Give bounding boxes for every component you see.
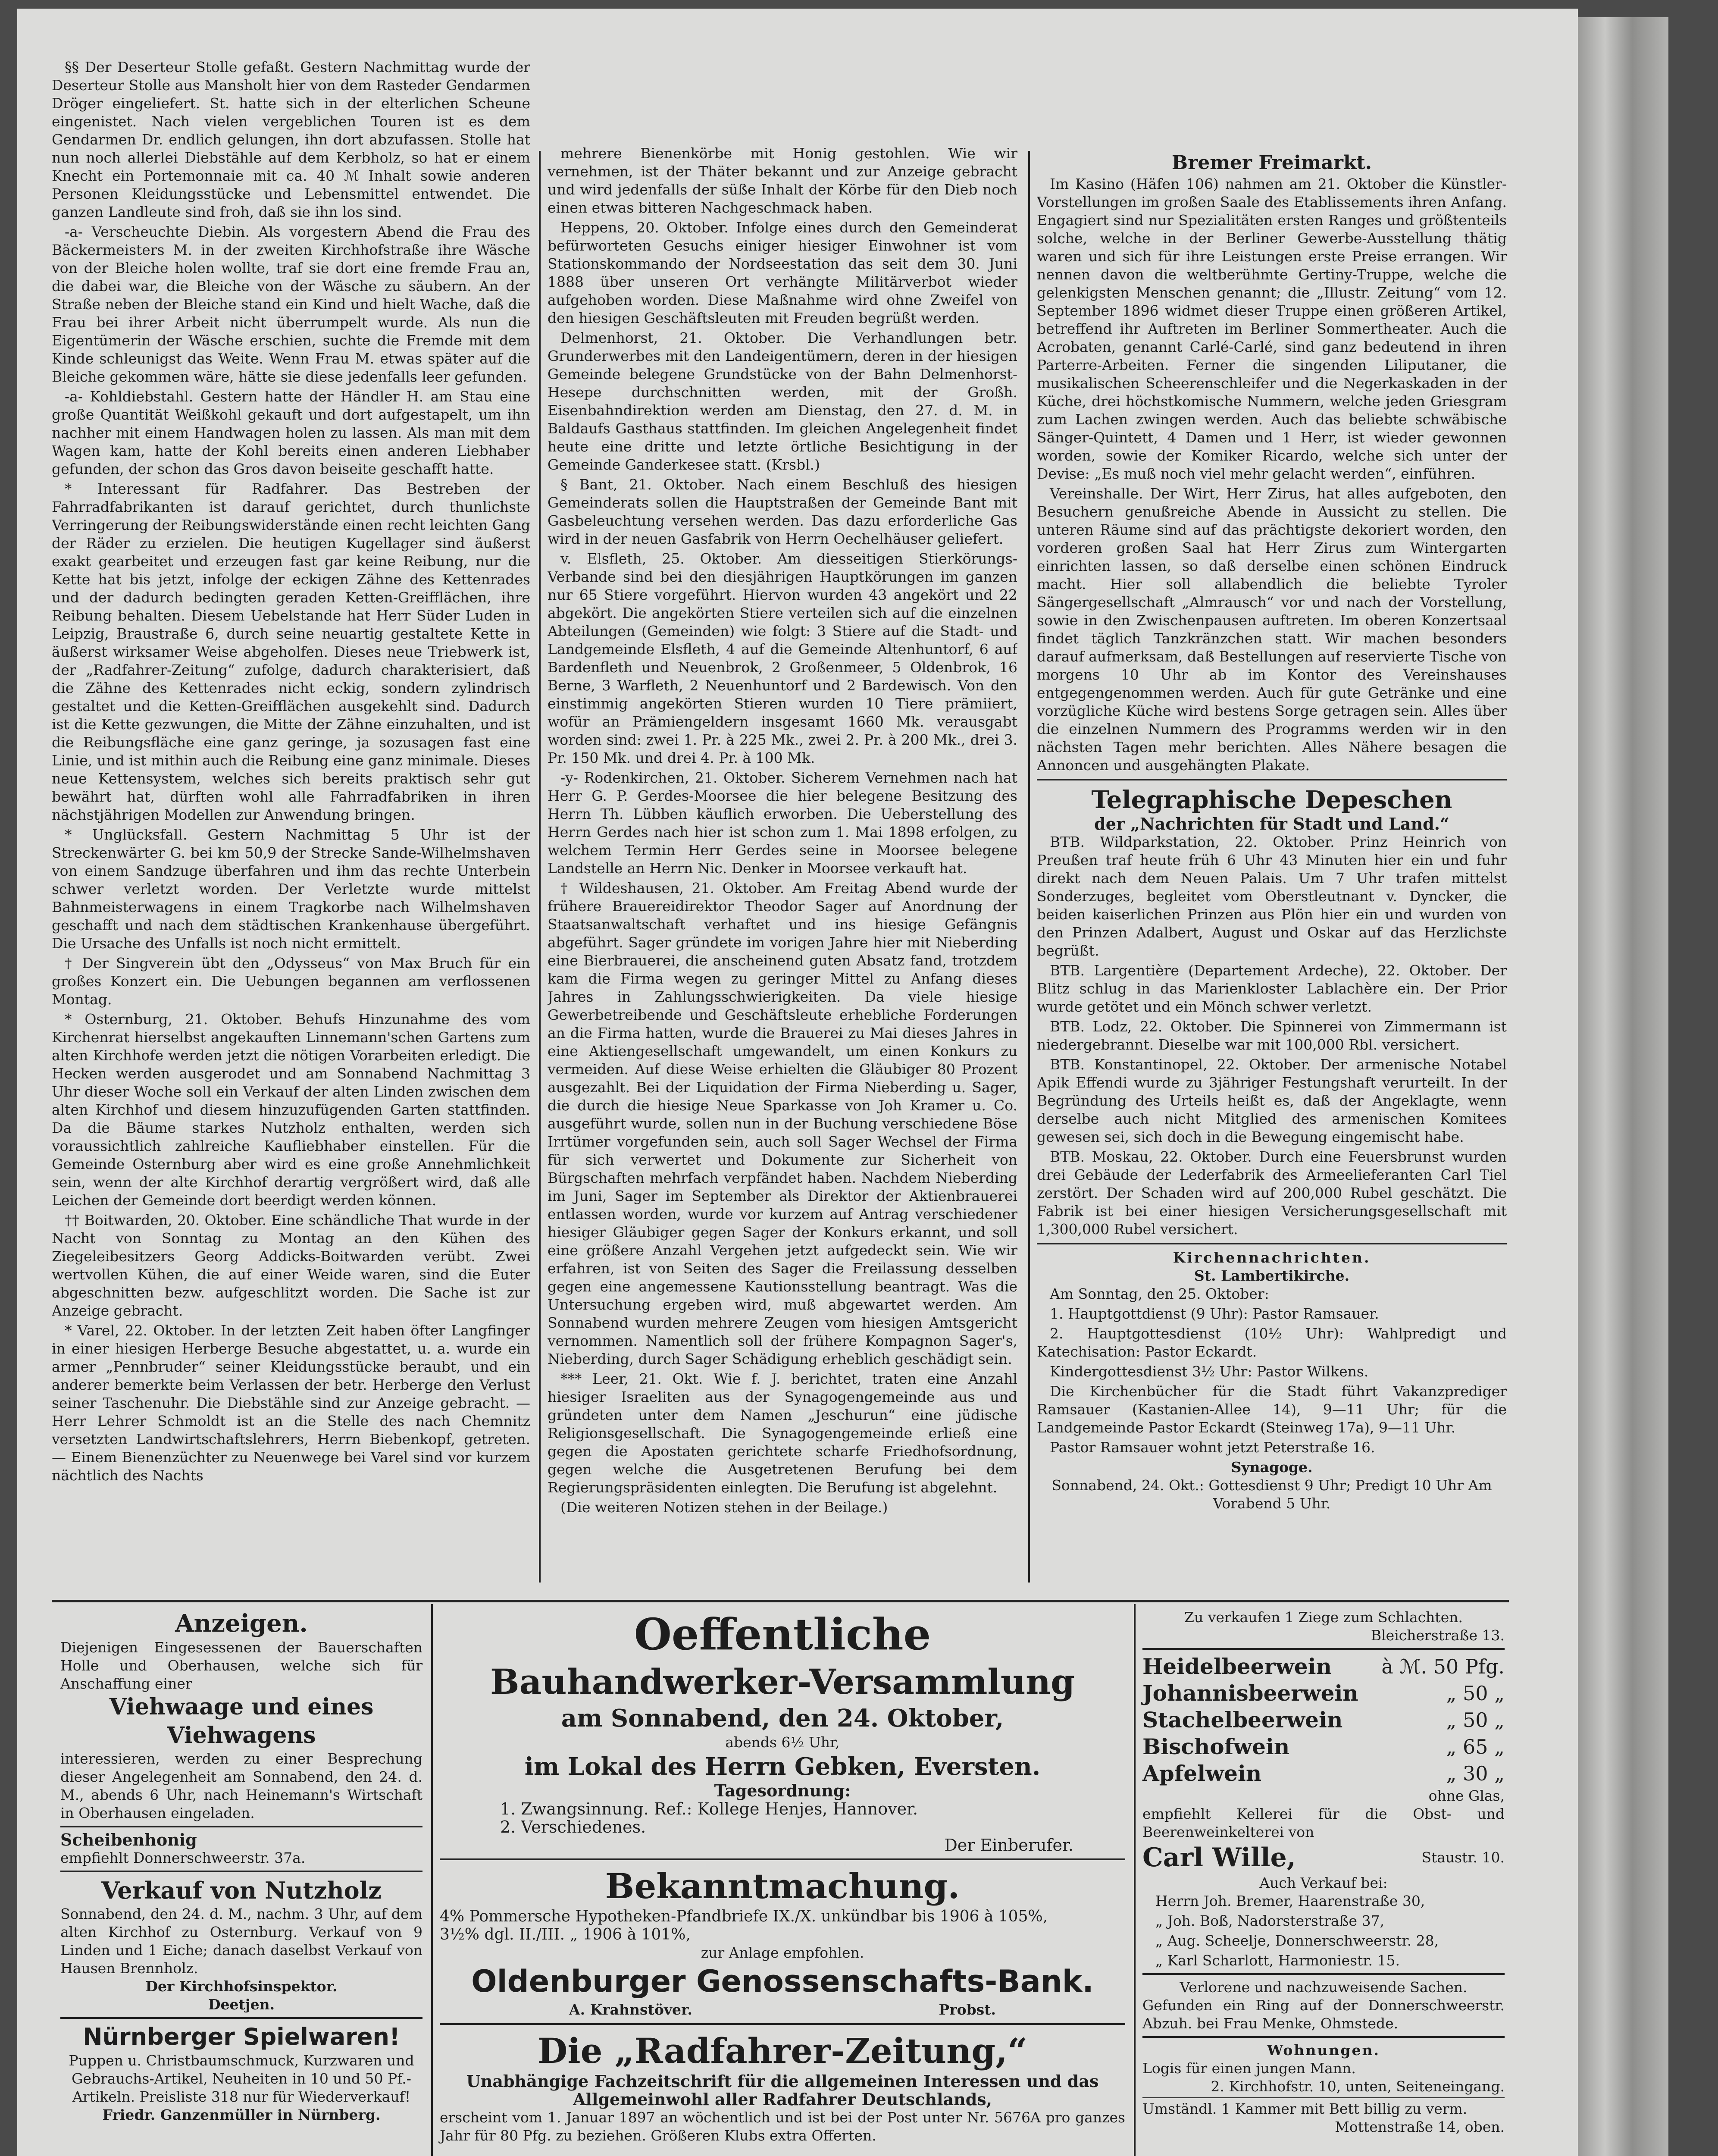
bekanntmachung-bank: Oldenburger Genossenschafts-Bank. (471, 1964, 1094, 1999)
nuernberg-sign: Friedr. Ganzenmüller in Nürnberg. (102, 2106, 381, 2123)
article-paragraph: * Osternburg, 21. Oktober. Behufs Hinzunahme des vom Kirchenrat hierselbst angekauften Linnemann'schen Gartens zum alten Kirchhofe werden jetzt die nötigen Vorarbeiten erledigt. Die Hecken werden ausgerodet und am Sonnabend Nachmittag 3 Uhr dieser Woche soll ein Verkauf der alten Linden zwischen dem alten Kirchhof und diesem hinzuzufügenden Garten stattfinden. Da die Bäume starkes Nutzholz enthalten, werden sich voraussichtlich zahlreiche Kaufliebhaber einstellen. Für die Gemeinde Osternburg aber wird es eine große Annehmlichkeit sein, wenn der alte Kirchhof derartig vergrößert wird, daß alle Leichen der Gemeinde dort beerdigt werden können. (52, 1011, 530, 1209)
column-1 (52, 58, 530, 1580)
article-paragraph: -a- Verscheuchte Diebin. Als vorgestern Abend die Frau des Bäckermeisters M. in der zweiten Kirchhofstraße ihre Wäsche von der Bleiche holen wollte, traf sie dort eine fremde Frau an, die dabei war, die Bleiche von der Wäsche zu säubern. An der Straße neben der Bleiche stand ein Kind und hielt Wache, daß die Frau bei ihrer Arbeit nicht überrumpelt wurde. Als nun die Eigentümerin der Wäsche erschien, suchte die Fremde mit dem Kinde schleunigst das Weite. Wenn Frau M. etwas später auf die Bleiche gekommen wäre, hätte sie diese jedenfalls leer gefunden. (52, 223, 530, 385)
telegraph-paragraph: BTB. Konstantinopel, 22. Oktober. Der armenische Notabel Apik Effendi wurde zu 3jähriger Festungshaft verurteilt. In der Begründung des Urteils heißt es, daß der Angeklagte, wenn derselbe auch nicht Mitglied des armenischen Komitees gewesen sei, sich doch in die Bewegung eingemischt habe. (1037, 1056, 1507, 1145)
radfahrer-text: erscheint vom 1. Januar 1897 an wöchentlich und ist bei der Post unter Nr. 5676A pro ganzes Jahr für 80 Pfg. zu beziehen. Größeren Klubs extra Offerten. (440, 2109, 1125, 2144)
nutzholz-sign: Der Kirchhofsinspektor. (145, 1978, 338, 1995)
article-paragraph: *** Leer, 21. Okt. Wie f. J. berichtet, traten eine Anzahl hiesiger Israeliten aus der Synagogengemeinde aus und gründeten unter dem Namen „Jeschurun“ eine jüdische Religionsgesellschaft. Die Synagogengemeinde erließ eine gegen die Apostaten gerichtete scharfe Friedhofsordnung, gegen welche die Ausgetretenen Berufung bei dem Regierungspräsidenten einlegten. Die Berufung ist abgelehnt. (548, 1370, 1017, 1496)
ad-anzeigen (60, 1608, 422, 2124)
ad-rule (1142, 1648, 1505, 1650)
bekanntmachung-row3: zur Anlage empfohlen. (701, 1944, 864, 1961)
article-paragraph: §§ Der Deserteur Stolle gefaßt. Gestern Nachmittag wurde der Deserteur Stolle aus Mansholt hier von dem Rasteder Gendarmen Dröger eingeliefert. St. hatte sich in der elterlichen Scheune eingenistet. Nach vielen vergeblichen Touren ist es dem Gendarmen Dr. endlich gelungen, ihn dort abzufassen. Stolle hat nun noch allerlei Diebstähle auf dem Kerbholz, so hat er einem Knecht ein Portemonnaie mit ca. 40 ℳ Inhalt sowie anderen Personen Kleidungsstücke und Lebensmittel entwendet. Die ganzen Landleute sind froh, daß sie ihn los sind. (52, 59, 530, 220)
telegraph-subtitle: der „Nachrichten für Stadt und Land.“ (1094, 814, 1449, 834)
telegraph-paragraph: BTB. Largentière (Departement Ardeche), 22. Oktober. Der Blitz schlug in das Marienkloster Lablachère ein. Der Prior wurde getötet und ein Mönch schwer verletzt. (1037, 962, 1507, 1015)
kirchen-line: Am Sonntag, den 25. Oktober: (1050, 1285, 1269, 1302)
anzeigen-big: Viehwaage und eines Viehwagens (109, 1694, 374, 1749)
wine-name: Johannisbeerwein (1142, 1680, 1358, 1706)
wine-price: „ 50 „ (1446, 1682, 1505, 1705)
bekanntmachung-row1: 4% Pommersche Hypotheken-Pfandbriefe IX./X. unkündbar bis 1906 à 105%, (440, 1908, 1048, 1925)
kirchen-subtitle: St. Lambertikirche. (1194, 1267, 1350, 1284)
article-paragraph: Im Kasino (Häfen 106) nahmen am 21. Oktober die Künstler-Vorstellungen im großen Saale des Etablissements ihren Anfang. Engagiert sind nur Spezialitäten ersten Ranges und größtenteils solche, welche in der Berliner Gewerbe-Ausstellung thätig waren und sich für ihre Leistungen erste Preise errangen. Wir nennen davon die weltberühmte Gertiny-Truppe, welche die gelenkigsten Menschen genannt; die „Illustr. Zeitung“ vom 12. September 1896 widmet dieser Truppe einen größeren Artikel, betreffend ihr Auftreten im Berliner Sommertheater. Auch die Acrobaten, genannt Carlé-Carlé, sind ganz bedeutend in ihren Parterre-Arbeiten. Ferner die singenden Liliputaner, die musikalischen Scheerenschleifer und die Negerkaskaden in der Küche, drei höchstkomische Nummern, welche jeden Griesgram zum Lachen zwingen werden. Auch das beliebte schwäbische Sänger-Quintett, 4 Damen und 1 Herr, ist wieder gewonnen worden, sowie der Komiker Ricardo, welche sich unter der Devise: „Es muß noch viel mehr gelacht werden“, einführen. (1037, 175, 1507, 482)
wille-list-item: „ Aug. Scheelje, Donnerschweerstr. 28, (1155, 1932, 1439, 1949)
ad-rule (60, 1826, 422, 1827)
ad-rule (1142, 2097, 1505, 2098)
versammlung-time: abends 6½ Uhr, (725, 1734, 840, 1751)
wine-text: empfiehlt Kellerei für die Obst- und Beerenweinkelterei von (1142, 1805, 1505, 1840)
kirchen-line: Die Kirchenbücher für die Stadt führt Vakanzprediger Ramsauer (Kastanien-Allee 14), 9—11 Uhr; für die Landgemeinde Pastor Eckardt (Steinweg 17a), 9—11 Uhr. (1037, 1383, 1507, 1436)
wine-name: Bischofwein (1142, 1734, 1290, 1759)
nuernberg-title: Nürnberger Spielwaren! (83, 2023, 400, 2050)
bekanntmachung-sign2: Probst. (939, 2001, 996, 2018)
ad-rule (60, 1871, 422, 1872)
anzeigen-text: Diejenigen Eingesessenen der Bauerschaften Holle und Oberhausen, welche sich für Anschaffung einer (60, 1639, 422, 1692)
section-rule (1037, 779, 1507, 780)
article-paragraph: Delmenhorst, 21. Oktober. Die Verhandlungen betr. Grunderwerbes mit den Landeigentümern, deren in der hiesigen Gemeinde belegene Grundstücke von der Bahn Delmenhorst-Hesepe durchschnitten werden, mit der Großh. Eisenbahndirektion werden am Dienstag, den 27. d. M. in Baldaufs Gasthaus stattfinden. Im gleichen Angelegenheit findet heute eine dritte und letzte örtliche Besichtigung in der Gemeinde Ganderkesee statt. (Krsbl.) (548, 329, 1017, 473)
ads-top-rule (52, 1600, 1509, 1602)
article-paragraph: † Der Singverein übt den „Odysseus“ von Max Bruch für ein großes Konzert ein. Die Uebungen begannen am verflossenen Montag. (52, 955, 530, 1008)
ad-rule (440, 2023, 1125, 2025)
column-rule-2 (1028, 151, 1030, 1583)
kirchen-line: 1. Hauptgottdienst (9 Uhr): Pastor Ramsauer. (1050, 1305, 1379, 1322)
bekanntmachung-signatures (440, 2001, 1125, 2019)
nuernberg-text: Puppen u. Christbaumschmuck, Kurzwaren und Gebrauchs-Artikel, Neuheiten in 10 und 50 Pf.-Artikeln. Preisliste 318 nur für Wiederverkauf! (69, 2052, 414, 2105)
article-paragraph: v. Elsfleth, 25. Oktober. Am diesseitigen Stierkörungs-Verbande sind bei den diesjährigen Hauptkörungen im ganzen nur 65 Stiere vorgeführt. Hiervon wurden 43 angekört und 22 abgekört. Die angekörten Stiere verteilen sich auf die einzelnen Abteilungen (Gemeinden) wie folgt: 3 Stiere auf die Stadt- und Landgemeinde Elsfleth, 4 auf die Gemeinde Altenhuntorf, 6 auf Bardenfleth und Neuenbrok, 2 Großenmeer, 5 Oldenbrok, 16 Berne, 3 Warfleth, 2 Neuenhuntorf und 2 Bardewisch. Von den einstimmig angekörten Stieren wurden 10 Tiere prämiiert, wofür an Prämiengeldern insgesamt 1660 Mk. verausgabt worden sind: zwei 1. Pr. à 225 Mk., zwei 2. Pr. à 200 Mk., drei 3. Pr. 150 Mk. und drei 4. Pr. à 100 Mk. (548, 550, 1017, 766)
article-paragraph: † Wildeshausen, 21. Oktober. Am Freitag Abend wurde der frühere Brauereidirektor Theodor Sager auf Anordnung der Staatsanwaltschaft verhaftet und ins hiesige Gefängnis abgeführt. Sager gründete im vorigen Jahre hier mit Nieberding eine Bierbrauerei, die anscheinend guten Absatz fand, trotzdem kam die Firma wegen zu geringer Mittel zu Anfang dieses Jahres in Zahlungsschwierigkeiten. Da viele hiesige Gewerbetreibende und Geschäftsleute erhebliche Forderungen an die Firma hatten, wurde die Brauerei zu Mai dieses Jahres in eine Aktiengesellschaft umgewandelt, um einen Konkurs zu vermeiden. Auf diese Weise erhielten die Gläubiger 80 Prozent ausgezahlt. Bei der Liquidation der Firma Nieberding u. Sager, die durch die hiesige Neue Sparkasse von Joh Kramer u. Co. ausgeführt wurde, sollen nun in der Buchung verschiedene Böse Irrtümer vorgefunden sein, auch soll Sager Wechsel der Firma für sich verwertet und Dokumente zur Sicherheit von Bürgschaften mehrfach verpfändet haben. Nachdem Nieberding im Juni, Sager im September als Direktor der Aktienbrauerei entlassen worden, wurde vor kurzem auf Antrag verschiedener hiesiger Gläubiger gegen Sager der Konkurs erkannt, und soll eine größere Anzahl Vergehen jetzt aufgedeckt sein. Wie wir erfahren, ist von Seiten des Sager die Freilassung desselben gegen eine angemessene Kautionsstellung beantragt. Was die Untersuchung ergeben wird, muß abgewartet werden. Am Sonnabend wurden mehrere Zeugen vom hiesigen Amtsgericht vernommen. Namentlich soll der frühere Kompagnon Sager's, Nieberding, durch Sager Schädigung erheblich geschädigt sein. (548, 880, 1017, 1367)
anzeigen-text2: interessieren, werden zu einer Besprechung dieser Angelegenheit am Sonnabend, den 24. d. M., abends 6 Uhr, nach Heinemann's Wirtschaft in Oberhausen eingeladen. (60, 1750, 422, 1821)
versammlung-agenda: Tagesordnung: (714, 1781, 851, 1800)
ziege-text: Zu verkaufen 1 Ziege zum Schlachten. (1184, 1609, 1463, 1626)
versammlung-place: im Lokal des Herrn Gebken, Eversten. (524, 1752, 1041, 1781)
wille-line (1142, 1841, 1505, 1874)
lost-text: Gefunden ein Ring auf der Donnerschweerstr. Abzuh. bei Frau Menke, Ohmstede. (1142, 1997, 1505, 2032)
telegraph-title: Telegraphische Depeschen (1091, 786, 1452, 814)
versammlung-item1: 1. Zwangsinnung. Ref.: Kollege Henjes, Hannover. (500, 1799, 918, 1818)
article-paragraph: * Unglücksfall. Gestern Nachmittag 5 Uhr ist der Streckenwärter G. bei km 50,9 der Strecke Sande-Wilhelmshaven von einem Sandzuge überfahren und ihm das rechte Unterbein schwer verletzt worden. Der Verletzte wurde mittelst Bahnmeisterwagens in einem Tragkorbe nach Wilhelmshaven geschafft und nach dem städtischen Krankenhause übergeführt. Die Ursache des Unfalls ist noch nicht ermittelt. (52, 826, 530, 952)
ads-rule-right (1134, 1604, 1136, 2156)
article-paragraph: (Die weiteren Notizen stehen in der Beilage.) (560, 1499, 888, 1516)
wohnung-1: Logis für einen jungen Mann. (1142, 2060, 1356, 2077)
kirchen-title: Kirchennachrichten. (1173, 1249, 1371, 1266)
wine-row (1142, 1680, 1505, 1707)
wille-list (1142, 1892, 1505, 1970)
ziege-addr: Bleicherstraße 13. (1371, 1627, 1505, 1644)
wine-row (1142, 1707, 1505, 1733)
article-paragraph: -y- Rodenkirchen, 21. Oktober. Sicherem Vernehmen nach hat Herr G. P. Gerdes-Moorsee die hier belegene Besitzung des Herrn Th. Lübben käuflich erworben. Die Ueberstellung des Herrn Gerdes nach hier ist schon zum 1. Mai 1898 erfolgen, zu welchem Termin Herr Gerdes seine in Moorsee belegene Landstelle an Herrn Nic. Denker in Moorsee verkauft hat. (548, 769, 1017, 877)
kirchen-line: Pastor Ramsauer wohnt jetzt Peterstraße 16. (1050, 1439, 1375, 1456)
wine-name: Heidelbeerwein (1142, 1654, 1332, 1679)
wine-row (1142, 1653, 1505, 1680)
wine-price: „ 30 „ (1446, 1762, 1505, 1785)
wohnung-1-addr: 2. Kirchhofstr. 10, unten, Seiteneingang. (1211, 2078, 1505, 2095)
versammlung-title: Oeffentliche (634, 1609, 931, 1660)
versammlung-sign: Der Einberufer. (944, 1836, 1073, 1855)
radfahrer-sub1: Unabhängige Fachzeitschrift für die allgemeinen Interessen und das (466, 2071, 1099, 2091)
article-paragraph: -a- Kohldiebstahl. Gestern hatte der Händler H. am Stau eine große Quantität Weißkohl gekauft und dort aufgestapelt, um ihn nachher mit einem Handwagen holen zu lassen. Als man mit dem Wagen kam, hatte der Kohl bereits einen anderen Liebhaber gefunden, der schon das Gros davon beiseite geschafft hatte. (52, 388, 530, 477)
article-paragraph: § Bant, 21. Oktober. Nach einem Beschluß des hiesigen Gemeinderats sollen die Hauptstraßen der Gemeinde Bant mit Gasbeleuchtung versehen werden. Das dazu erforderliche Gas wird in der neuen Gasfabrik von Herrn Oechelhäuser geliefert. (548, 476, 1017, 547)
versammlung-item2: 2. Verschiedenes. (500, 1818, 646, 1836)
ad-right (1142, 1608, 1505, 2136)
ad-rule (60, 2017, 422, 2019)
article-paragraph: mehrere Bienenkörbe mit Honig gestohlen. Wie wir vernehmen, ist der Thäter bekannt und zur Anzeige gebracht und wird jedenfalls der süße Inhalt der Körbe für den Dieb noch einen etwas bitteren Nachgeschmack haben. (548, 145, 1017, 216)
newspaper-page (17, 9, 1578, 2156)
bekanntmachung-title: Bekanntmachung. (605, 1866, 960, 1906)
wohnung-2: Umständl. 1 Kammer mit Bett billig zu verm. (1142, 2100, 1468, 2117)
wine-price: „ 65 „ (1446, 1735, 1505, 1758)
versammlung-date: am Sonnabend, den 24. Oktober, (561, 1704, 1004, 1733)
wille-also: Auch Verkauf bei: (1259, 1874, 1388, 1891)
wine-price: à ℳ. 50 Pfg. (1381, 1655, 1505, 1678)
telegraph-paragraph: BTB. Moskau, 22. Oktober. Durch eine Feuersbrunst wurden drei Gebäude der Lederfabrik des Armeelieferanten Carl Tiel zerstört. Der Schaden wird auf 200,000 Rubel geschätzt. Die Fabrik ist bei einer hiesigen Versicherungsgesellschaft mit 1,300,000 Rubel versichert. (1037, 1148, 1507, 1238)
nutzholz-title: Verkauf von Nutzholz (101, 1877, 382, 1904)
wine-name: Apfelwein (1142, 1761, 1262, 1786)
bekanntmachung-sign1: A. Krahnstöver. (569, 2001, 692, 2018)
wine-row (1142, 1733, 1505, 1760)
nutzholz-text: Sonnabend, den 24. d. M., nachm. 3 Uhr, auf dem alten Kirchhof zu Osternburg. Verkauf von 9 Linden und 1 Eiche; danach daselbst Verkauf von Hausen Brennholz. (60, 1905, 422, 1977)
article-paragraph: * Interessant für Radfahrer. Das Bestreben der Fahrradfabrikanten ist darauf gerichtet, durch thunlichste Verringerung der Reibungswiderstände einen recht leichten Gang der Räder zu erzielen. Die heutigen Kugellager sind äußerst exakt gearbeitet und erzeugen fast gar keine Reibung, nur die Kette hat bis jetzt, infolge der eckigen Zähne des Kettenrades und der dadurch bedingten geraden Ketten-Greifflächen, ihre Reibung behalten. Diesem Uebelstande hat Herr Süder Luden in Leipzig, Braustraße 6, durch seine neuartig gestaltete Kette in äußerst wirksamer Weise abgeholfen. Dieses neue Triebwerk ist, der „Radfahrer-Zeitung“ zufolge, dadurch charakterisiert, daß die Zähne des Kettenrades nicht eckig, sondern zylindrisch gestaltet und die Ketten-Greifflächen ausgekehlt sind. Dadurch ist die Kette gezwungen, die Mitte der Zähne einzuhalten, und ist die Reibungsfläche eine ganz geringe, ja sozusagen fast eine Linie, und ist mithin auch die Reibung eine ganz minimale. Dieses neue Kettensystem, welches sich bereits praktisch sehr gut bewährt hat, dürften wohl alle Fahrradfabriken in ihren nächstjährigen Modellen zur Anwendung bringen. (52, 480, 530, 823)
article-paragraph: †† Boitwarden, 20. Oktober. Eine schändliche That wurde in der Nacht von Sonntag zu Montag an den Kühen des Ziegeleibesitzers Georg Addicks-Boitwarden verübt. Zwei wertvollen Kühen, die auf einer Weide waren, sind die Euter abgeschnitten bezw. aufgeschlitzt worden. Die Sache ist zur Anzeige gebracht. (52, 1212, 530, 1319)
wille-addr: Staustr. 10. (1421, 1849, 1505, 1866)
wohnung-2-addr: Mottenstraße 14, oben. (1335, 2118, 1505, 2135)
lost-title: Verlorene und nachzuweisende Sachen. (1180, 1979, 1468, 1996)
article-paragraph: Vereinshalle. Der Wirt, Herr Zirus, hat alles aufgeboten, den Besuchern genußreiche Abende in Aussicht zu stellen. Die unteren Räume sind auf das prächtigste dekoriert worden, den vorderen großen Saal hat Herr Zirus zum Wintergarten einrichten lassen, so daß derselbe einen schönen Eindruck macht. Hier soll allabendlich die beliebte Tyroler Sängergesellschaft „Almrausch“ vor und nach der Vorstellung, sowie in den Zwischenpausen auftreten. Im oberen Konzertsaal findet täglich Tanzkränzchen statt. Wir machen besonders darauf aufmerksam, daß Bestellungen auf reservierte Tische von morgens 10 Uhr ab im Kontor des Vereinshauses entgegengenommen werden. Auch für gute Getränke und eine vorzügliche Küche wird bestens Sorge getragen sein. Alles über die einzelnen Nummern des Programms werden wir in den nächsten Tagen mehr berichten. Alles Nähere besagen die Annoncen und ausgehängten Plakate. (1037, 485, 1507, 774)
synagoge-title: Synagoge. (1231, 1459, 1313, 1476)
article-paragraph: * Varel, 22. Oktober. In der letzten Zeit haben öfter Langfinger in einer hiesigen Herberge Besuche abgestattet, u. a. wurde ein armer „Pennbruder“ seiner Kleidungsstücke beraubt, und ein anderer bemerkte beim Verlassen der betr. Herberge den Verlust seiner Taschenuhr. Die Diebstähle sind zur Anzeige gebracht. — Herr Lehrer Schmoldt ist an die Stelle des nach Chemnitz versetzten Landwirtschaftslehrers, Herrn Biebenkopf, getreten. — Einem Bienenzüchter zu Neuenwege bei Varel sind vor kurzem nächtlich des Nachts (52, 1322, 530, 1484)
column-2 (548, 144, 1017, 1585)
wine-name: Stachelbeerwein (1142, 1707, 1343, 1733)
ad-rule (1142, 1973, 1505, 1975)
wine-row (1142, 1760, 1505, 1787)
ad-rule (1142, 2036, 1505, 2038)
wine-price: „ 50 „ (1446, 1708, 1505, 1732)
wine-note: ohne Glas, (1428, 1787, 1505, 1804)
wille-name: Carl Wille, (1142, 1843, 1296, 1873)
column-3 (1037, 151, 1507, 1583)
wohnungen-title: Wohnungen. (1267, 2042, 1380, 2059)
kirchen-line: Kindergottesdienst 3½ Uhr: Pastor Wilkens. (1050, 1363, 1369, 1380)
radfahrer-sub2: Allgemeinwohl aller Radfahrer Deutschlands, (573, 2090, 992, 2109)
book-spine (1578, 17, 1668, 2156)
column-rule-1 (539, 151, 541, 1583)
ads-rule-left (431, 1604, 433, 2156)
honig-title: Scheibenhonig (60, 1830, 197, 1849)
ad-versammlung (440, 1608, 1125, 2145)
wille-list-item: „ Karl Scharlott, Harmoniestr. 15. (1155, 1952, 1400, 1969)
nutzholz-name: Deetjen. (208, 1996, 275, 2013)
wine-list (1142, 1653, 1505, 1787)
anzeigen-title: Anzeigen. (175, 1609, 308, 1638)
wille-list-item: „ Joh. Boß, Nadorsterstraße 37, (1155, 1912, 1385, 1929)
section-rule (1037, 1243, 1507, 1244)
ad-rule (440, 1858, 1125, 1860)
telegraph-paragraph: BTB. Lodz, 22. Oktober. Die Spinnerei von Zimmermann ist niedergebrannt. Dieselbe war mit 100,000 Rbl. versichert. (1037, 1018, 1507, 1053)
telegraph-paragraph: BTB. Wildparkstation, 22. Oktober. Prinz Heinrich von Preußen traf heute früh 6 Uhr 43 Minuten hier ein und fuhr direkt nach dem Neuen Palais. Um 7 Uhr trafen mittelst Sonderzuges, begleitet vom Oberstleutnant v. Dyncker, die beiden kaiserlichen Prinzen aus Plön hier ein und wurden von den Prinzen Adalbert, August und Oskar auf das Herzlichste begrüßt. (1037, 834, 1507, 959)
versammlung-title2: Bauhandwerker-Versammlung (490, 1661, 1075, 1702)
wille-list-item: Herrn Joh. Bremer, Haarenstraße 30, (1155, 1893, 1425, 1909)
synagoge-text: Sonnabend, 24. Okt.: Gottesdienst 9 Uhr; Predigt 10 Uhr Am Vorabend 5 Uhr. (1051, 1477, 1492, 1512)
bekanntmachung-row2: 3½% dgl. II./III. „ 1906 à 101%, (440, 1926, 691, 1943)
honig-text: empfiehlt Donnerschweerstr. 37a. (60, 1849, 306, 1866)
article-paragraph: Heppens, 20. Oktober. Infolge eines durch den Gemeinderat befürworteten Gesuchs einiger hiesiger Einwohner ist vom Stationskommando der Nordseestation das seit dem 30. Juni 1888 über unseren Ort verhängte Militärverbot wieder aufgehoben worden. Diese Maßnahme wird ohne Zweifel von den hiesigen Geschäftsleuten mit Freuden begrüßt werden. (548, 219, 1017, 326)
radfahrer-title: Die „Radfahrer-Zeitung,“ (537, 2031, 1028, 2071)
kirchen-line: 2. Hauptgottesdienst (10½ Uhr): Wahlpredigt und Katechisation: Pastor Eckardt. (1037, 1325, 1507, 1360)
bremer-freimarkt-title: Bremer Freimarkt. (1171, 152, 1372, 174)
